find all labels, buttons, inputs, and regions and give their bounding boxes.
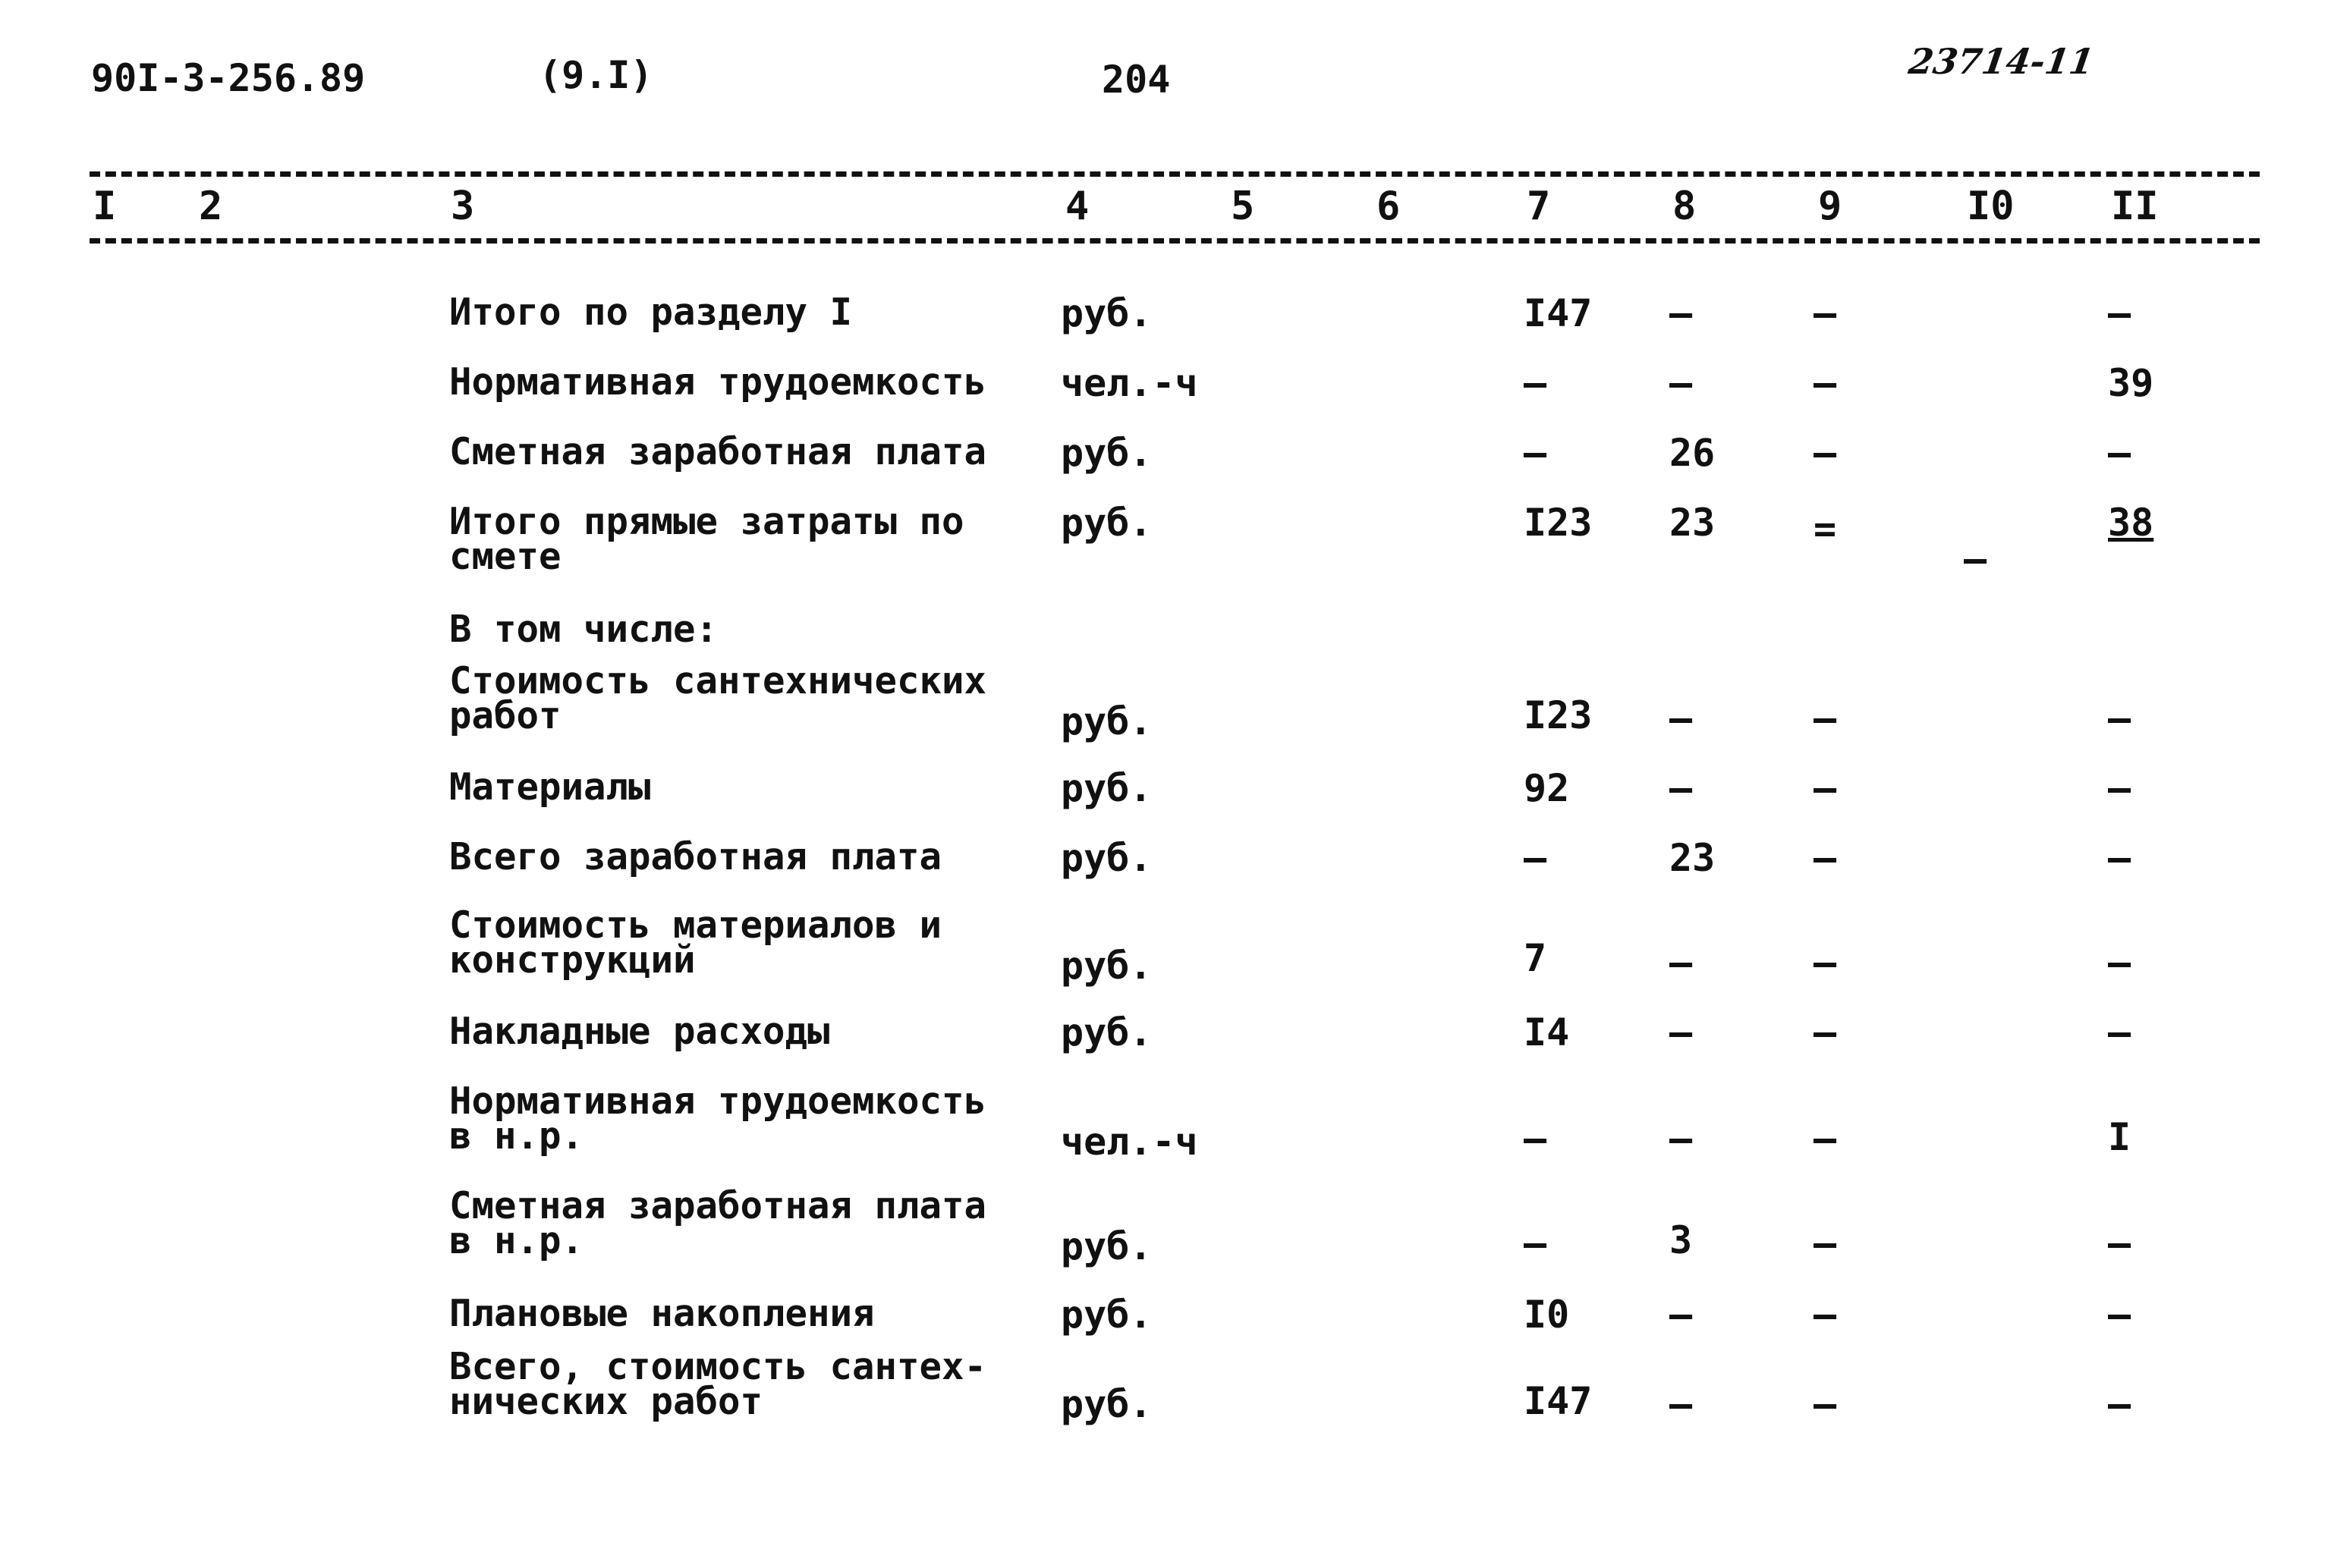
col8-cell: 3 [1669, 1218, 1693, 1262]
col8-cell: – [1669, 766, 1693, 810]
col7-cell: – [1524, 361, 1547, 405]
row-label-line2: смете [449, 535, 562, 578]
col8-cell: 26 [1669, 431, 1716, 475]
col9-cell: – [1814, 431, 1837, 475]
row-label-line2: нических работ [449, 1380, 763, 1423]
col9-cell: – [1814, 1010, 1837, 1054]
unit-cell: руб. [1061, 1224, 1153, 1268]
column-header-1: I [93, 184, 117, 229]
row-label: Материалы [449, 765, 651, 809]
column-header-11: II [2111, 184, 2159, 229]
row-label: Сметная заработная плата [449, 430, 987, 473]
document-code: 90I-3-256.89 [91, 56, 366, 100]
col9-cell: – [1814, 1382, 1837, 1426]
row-label-line2: в н.р. [449, 1114, 584, 1158]
page-number: 204 [1102, 58, 1171, 102]
row-label: Стоимость материалов и [449, 903, 942, 947]
col11-cell: – [2108, 431, 2131, 475]
unit-cell: чел.-ч [1061, 1120, 1198, 1164]
col11-cell: – [2108, 836, 2131, 880]
col9-cell: = [1814, 507, 1837, 551]
col11-cell: – [2108, 1293, 2131, 1337]
table-row [0, 1079, 2331, 1167]
table-row [0, 500, 2331, 587]
col8-cell: – [1669, 291, 1693, 335]
table-row [0, 835, 2331, 909]
col10-cell: – [1964, 537, 1987, 581]
col7-cell: 92 [1524, 766, 1570, 810]
handwritten-note: 23714-11 [1906, 41, 2097, 82]
col9-cell: – [1814, 766, 1837, 810]
col7-cell: I47 [1524, 1379, 1593, 1423]
section-number: (9.I) [539, 53, 653, 97]
col9-cell: – [1814, 1221, 1837, 1265]
col9-cell: – [1814, 1293, 1837, 1337]
column-header-5: 5 [1231, 184, 1255, 229]
col7-cell: I23 [1524, 693, 1593, 737]
unit-cell: руб. [1061, 1293, 1153, 1337]
col11-cell: I [2108, 1115, 2131, 1159]
col9-cell: – [1814, 836, 1837, 880]
unit-cell: руб. [1061, 944, 1153, 988]
col11-cell: – [2108, 1010, 2131, 1054]
col8-cell: – [1669, 941, 1693, 985]
table-row [0, 360, 2331, 434]
column-header-4: 4 [1065, 184, 1090, 229]
col11-cell: – [2108, 941, 2131, 985]
unit-cell: руб. [1061, 431, 1153, 475]
unit-cell: руб. [1061, 836, 1153, 880]
row-label: Стоимость сантехнических [449, 659, 987, 702]
col11-cell: 39 [2108, 361, 2154, 405]
col8-cell: – [1669, 361, 1693, 405]
row-label-line2: конструкций [449, 938, 696, 982]
col8-cell: 23 [1669, 501, 1716, 545]
column-header-9: 9 [1818, 184, 1842, 229]
col11-cell: – [2108, 1221, 2131, 1265]
col7-cell: – [1524, 431, 1547, 475]
table-row [0, 1010, 2331, 1083]
col11-cell: 38 [2108, 501, 2154, 545]
column-header-10: I0 [1967, 184, 2015, 229]
header-rule-bottom [90, 238, 2260, 244]
row-label: Нормативная трудоемкость [449, 360, 987, 404]
col11-cell: – [2108, 696, 2131, 740]
col7-cell: I0 [1524, 1293, 1570, 1337]
col11-cell: – [2108, 1382, 2131, 1426]
row-label: Сметная заработная плата [449, 1184, 987, 1227]
row-label: Накладные расходы [449, 1010, 830, 1053]
table-row [0, 903, 2331, 991]
col9-cell: – [1814, 941, 1837, 985]
col7-cell: – [1524, 1221, 1547, 1265]
col7-cell: I4 [1524, 1010, 1570, 1054]
col7-cell: I23 [1524, 501, 1593, 545]
unit-cell: чел.-ч [1061, 361, 1198, 405]
unit-cell: руб. [1061, 291, 1153, 335]
unit-cell: руб. [1061, 501, 1153, 545]
column-header-3: 3 [451, 184, 475, 229]
row-label: Итого прямые затраты по [449, 500, 964, 543]
col7-cell: – [1524, 1117, 1547, 1161]
row-label: Всего заработная плата [449, 835, 942, 878]
table-row [0, 1345, 2331, 1432]
column-header-2: 2 [199, 184, 223, 229]
col9-cell: – [1814, 696, 1837, 740]
row-label: Нормативная трудоемкость [449, 1079, 987, 1123]
col9-cell: – [1814, 291, 1837, 335]
col8-cell: – [1669, 1010, 1693, 1054]
header-rule-top [90, 171, 2260, 177]
table-row [0, 1184, 2331, 1271]
column-header-6: 6 [1376, 184, 1401, 229]
col9-cell: – [1814, 361, 1837, 405]
col8-cell: – [1669, 1117, 1693, 1161]
row-label: Плановые накопления [449, 1292, 875, 1335]
unit-cell: руб. [1061, 699, 1153, 743]
row-label-line2: работ [449, 694, 562, 737]
table-row [0, 430, 2331, 504]
col7-cell: 7 [1524, 936, 1547, 980]
col8-cell: – [1669, 696, 1693, 740]
col7-cell: – [1524, 836, 1547, 880]
col7-cell: I47 [1524, 291, 1593, 335]
row-label-line2: в н.р. [449, 1219, 584, 1262]
col9-cell: – [1814, 1117, 1837, 1161]
col11-cell: – [2108, 291, 2131, 335]
col11-cell: – [2108, 766, 2131, 810]
table-row [0, 765, 2331, 839]
unit-cell: руб. [1061, 1010, 1153, 1054]
col8-cell: – [1669, 1382, 1693, 1426]
column-header-8: 8 [1672, 184, 1697, 229]
col8-cell: – [1669, 1293, 1693, 1337]
unit-cell: руб. [1061, 766, 1153, 810]
row-label: В том числе: [449, 608, 719, 651]
column-header-7: 7 [1527, 184, 1551, 229]
col8-cell: 23 [1669, 836, 1716, 880]
table-row [0, 291, 2331, 364]
row-label: Итого по разделу I [449, 291, 853, 334]
row-label: Всего, стоимость сантех- [449, 1345, 987, 1388]
unit-cell: руб. [1061, 1382, 1153, 1426]
table-row [0, 659, 2331, 746]
